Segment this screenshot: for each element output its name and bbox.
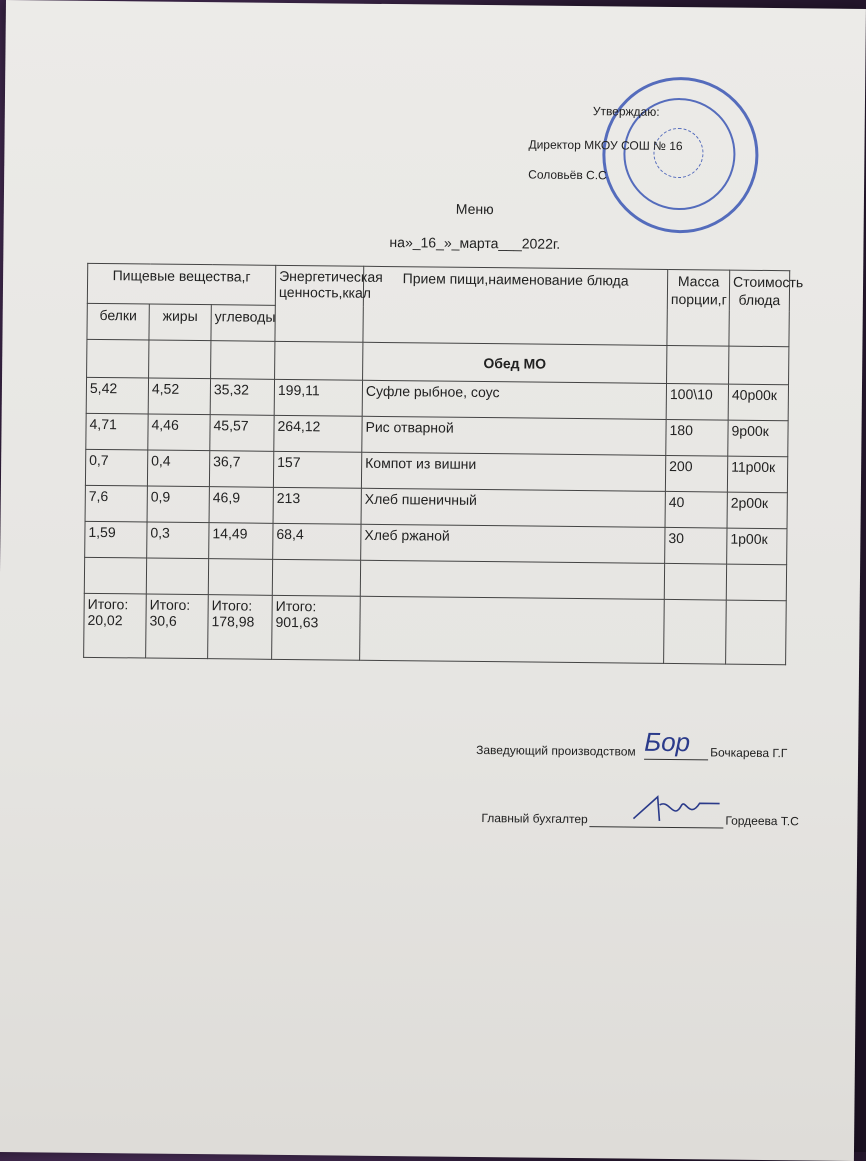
- cell-dish: Компот из вишни: [361, 452, 665, 491]
- total-fat: 30,6: [149, 612, 177, 629]
- cell-energy: 264,12: [274, 415, 362, 452]
- chef-title: Заведующий производством: [476, 742, 636, 759]
- cell-cost: 2р00к: [727, 492, 787, 529]
- chef-signature-line: [644, 759, 708, 761]
- cell-carbs: 36,7: [209, 451, 273, 488]
- chef-signature: Бор: [644, 726, 691, 758]
- director-name: Соловьёв С.С: [528, 167, 607, 183]
- chef-name: Бочкарева Г.Г: [710, 745, 788, 761]
- cell-carbs: 46,9: [209, 487, 273, 524]
- header-fat: жиры: [149, 304, 211, 341]
- total-label: Итого:: [87, 595, 129, 613]
- official-stamp-icon: [602, 76, 760, 234]
- accountant-title: Главный бухгалтер: [481, 811, 588, 827]
- header-energy: Энергетическая ценность,ккал: [275, 265, 364, 342]
- header-mass: Масса порции,г: [667, 269, 730, 346]
- cell-cost: 11р00к: [727, 456, 787, 493]
- cell-cost: 40р00к: [728, 384, 788, 421]
- total-energy: 901,63: [275, 613, 319, 631]
- menu-table: [83, 263, 804, 665]
- cell-protein: 1,59: [85, 521, 147, 558]
- total-label: Итого:: [275, 597, 317, 615]
- cell-carbs: 45,57: [210, 415, 274, 452]
- cell-mass: 40: [665, 491, 727, 528]
- cell-carbs: 14,49: [209, 523, 273, 560]
- director-title: Директор МКОУ СОШ № 16: [528, 137, 683, 154]
- cell-fat: 4,52: [148, 378, 210, 415]
- cell-energy: 157: [273, 451, 361, 488]
- header-cost: Стоимость блюда: [729, 270, 790, 347]
- cell-dish: Хлеб ржаной: [361, 524, 665, 563]
- cell-protein: 4,71: [86, 413, 148, 450]
- accountant-signature-icon: [629, 791, 725, 828]
- cell-fat: 0,4: [147, 450, 209, 487]
- cell-energy: 68,4: [273, 523, 361, 560]
- section-title: Обед МО: [363, 342, 667, 383]
- cell-fat: 0,9: [147, 486, 209, 523]
- page-title: Меню: [455, 200, 494, 218]
- total-protein: 20,02: [87, 611, 123, 629]
- header-dish: Прием пищи,наименование блюда: [363, 266, 668, 345]
- cell-protein: 5,42: [86, 377, 148, 414]
- cell-protein: 7,6: [85, 485, 147, 522]
- menu-date: на»_16_»_марта___2022г.: [389, 234, 561, 252]
- accountant-name: Гордеева Т.С: [725, 813, 799, 829]
- cell-energy: 199,11: [274, 379, 362, 416]
- header-carbs: углеводы: [211, 305, 275, 342]
- cell-mass: 180: [666, 419, 728, 456]
- total-label: Итого:: [211, 597, 253, 614]
- total-label: Итого:: [149, 596, 191, 613]
- header-nutrients: Пищевые вещества,г: [87, 263, 275, 305]
- cell-mass: 100\10: [666, 383, 728, 420]
- cell-mass: 30: [665, 527, 727, 564]
- cell-cost: 9р00к: [728, 420, 788, 457]
- cell-dish: Рис отварной: [362, 416, 666, 455]
- cell-cost: 1р00к: [727, 528, 787, 565]
- cell-fat: 4,46: [148, 414, 210, 451]
- cell-dish: Суфле рыбное, соус: [362, 380, 666, 419]
- cell-carbs: 35,32: [210, 379, 274, 416]
- total-carbs: 178,98: [211, 613, 255, 630]
- cell-energy: 213: [273, 487, 361, 524]
- cell-fat: 0,3: [147, 522, 209, 559]
- cell-protein: 0,7: [85, 449, 147, 486]
- cell-dish: Хлеб пшеничный: [361, 488, 665, 527]
- cell-mass: 200: [665, 455, 727, 492]
- header-protein: белки: [87, 303, 149, 340]
- approve-label: Утверждаю:: [592, 104, 660, 119]
- totals-row: [84, 593, 787, 664]
